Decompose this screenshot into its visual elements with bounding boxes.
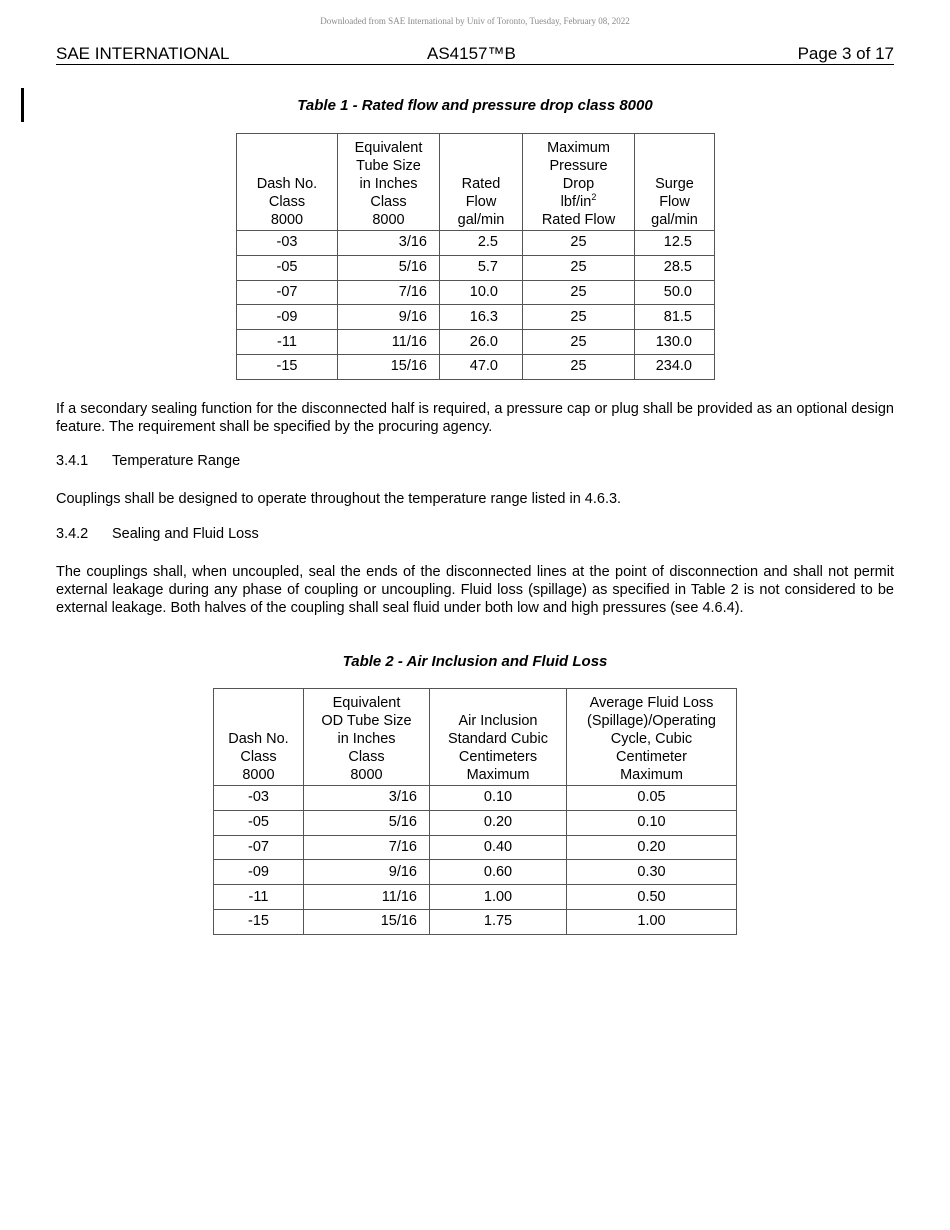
table-cell: 25: [523, 280, 635, 305]
header-line: Dash No.: [228, 731, 289, 747]
header-line: Cycle, Cubic: [610, 731, 693, 747]
header-line: 8000: [372, 212, 405, 228]
table-row: [214, 909, 737, 934]
header-line: Equivalent: [354, 140, 423, 156]
header-document-id: AS4157™B: [427, 44, 516, 63]
header-line: gal/min: [651, 212, 698, 228]
table1-header: [237, 134, 715, 231]
table-cell: 0.10: [567, 810, 737, 835]
header-line: Pressure: [549, 158, 608, 174]
header-line: Class: [348, 749, 385, 765]
table-cell: 0.50: [567, 885, 737, 910]
paragraph-sealing-fluid-loss: The couplings shall, when uncoupled, seal the ends of the disconnected lines at the point of disconnection and shall not permit external leakage during any phase of coupling or uncoupling. Fluid loss (spillage) as specified in Table 2 is not considered to be external leakage. Both halves of the coupling shall seal fluid under both low and high pressures (see 4.6.4).: [56, 564, 894, 616]
table-cell: 81.5: [635, 305, 715, 330]
header-line: Standard Cubic: [448, 731, 548, 747]
table1-header-cell: [338, 134, 440, 231]
table-row: [237, 280, 715, 305]
table-cell: 50.0: [635, 280, 715, 305]
header-line: Maximum: [466, 767, 530, 783]
table-cell: 15/16: [338, 354, 440, 379]
table-cell: -05: [214, 810, 304, 835]
table-cell: 2.5: [440, 231, 523, 256]
table-cell: 9/16: [338, 305, 440, 330]
section-number: 3.4.1: [56, 453, 89, 469]
table-cell: 15/16: [304, 909, 430, 934]
table-cell: 3/16: [338, 231, 440, 256]
table-cell: 9/16: [304, 860, 430, 885]
header-line: Flow: [659, 194, 690, 210]
unit-superscript: 2: [591, 192, 597, 203]
header-line: 8000: [350, 767, 383, 783]
section-number: 3.4.2: [56, 526, 89, 542]
section-heading-3-4-1: [56, 453, 240, 469]
table-cell: 10.0: [440, 280, 523, 305]
header-line: gal/min: [457, 212, 505, 228]
header-line: 8000: [242, 767, 275, 783]
table1-header-cell: [635, 134, 715, 231]
table-cell: -15: [237, 354, 338, 379]
header-line: Rated Flow: [541, 212, 616, 228]
table-cell: 0.10: [430, 786, 567, 811]
table-cell: 25: [523, 354, 635, 379]
table-cell: 16.3: [440, 305, 523, 330]
table1-header-cell: [523, 134, 635, 231]
table2-caption: Table 2 - Air Inclusion and Fluid Loss: [342, 653, 608, 670]
table-cell: 3/16: [304, 786, 430, 811]
table-cell: 11/16: [304, 885, 430, 910]
header-organization: SAE INTERNATIONAL: [56, 44, 230, 63]
table-row: [237, 231, 715, 256]
table-cell: 0.05: [567, 786, 737, 811]
table-row: [237, 255, 715, 280]
air-inclusion-table: [213, 688, 737, 935]
header-page-number: Page 3 of 17: [797, 44, 894, 63]
table-cell: -07: [214, 835, 304, 860]
header-line: in Inches: [359, 176, 418, 192]
header-line: in Inches: [337, 731, 396, 747]
header-line: OD Tube Size: [321, 713, 412, 729]
table-cell: -09: [214, 860, 304, 885]
table-cell: 1.75: [430, 909, 567, 934]
header-line: Class: [268, 194, 306, 210]
header-line: Average Fluid Loss: [589, 695, 714, 711]
table-cell: 234.0: [635, 354, 715, 379]
section-title: Temperature Range: [112, 453, 241, 469]
page-header: [56, 44, 894, 65]
section-title: Sealing and Fluid Loss: [112, 526, 259, 542]
header-line: Flow: [465, 194, 497, 210]
table-cell: 7/16: [304, 835, 430, 860]
header-line: Maximum: [620, 767, 683, 783]
header-line: Maximum: [547, 140, 610, 156]
table-cell: 1.00: [430, 885, 567, 910]
header-line: Centimeter: [616, 749, 687, 765]
download-watermark: Downloaded from SAE International by Univ of Toronto, Tuesday, February 08, 2022: [320, 16, 630, 26]
table-cell: 26.0: [440, 330, 523, 355]
table1-caption: Table 1 - Rated flow and pressure drop class 8000: [297, 97, 653, 114]
table-cell: -11: [237, 330, 338, 355]
table-cell: 25: [523, 330, 635, 355]
table2-header-cell: [430, 689, 567, 786]
header-line: Surge: [655, 176, 694, 192]
table-cell: 25: [523, 231, 635, 256]
paragraph-temperature: Couplings shall be designed to operate throughout the temperature range listed in 4.6.3.: [56, 491, 622, 507]
table-cell: 5/16: [304, 810, 430, 835]
table-cell: 25: [523, 305, 635, 330]
table-cell: 28.5: [635, 255, 715, 280]
table1-body: [237, 231, 715, 380]
table-cell: 47.0: [440, 354, 523, 379]
header-line: lbf/in: [560, 194, 592, 210]
table-row: [214, 860, 737, 885]
table-cell: 0.30: [567, 860, 737, 885]
table1-pressure-header-lines: [542, 140, 615, 228]
header-line: Centimeters: [458, 749, 538, 765]
table-cell: 0.40: [430, 835, 567, 860]
section-heading-3-4-2: [56, 526, 259, 542]
table-cell: 25: [523, 255, 635, 280]
table2-header-cell: [214, 689, 304, 786]
header-line: Class: [240, 749, 277, 765]
table-cell: -09: [237, 305, 338, 330]
table-cell: -15: [214, 909, 304, 934]
table-row: [214, 885, 737, 910]
table-cell: 11/16: [338, 330, 440, 355]
table-cell: -07: [237, 280, 338, 305]
table-cell: -03: [214, 786, 304, 811]
table-row: [214, 810, 737, 835]
table-row: [214, 786, 737, 811]
table2-header-cell: [567, 689, 737, 786]
table1-header-cell: [237, 134, 338, 231]
table-cell: 130.0: [635, 330, 715, 355]
header-line: Dash No.: [256, 176, 318, 192]
table2-header-cell: [304, 689, 430, 786]
header-line: Class: [370, 194, 407, 210]
table-cell: 0.60: [430, 860, 567, 885]
table-row: [237, 305, 715, 330]
table-row: [237, 330, 715, 355]
table-cell: 1.00: [567, 909, 737, 934]
header-line: Air Inclusion: [458, 713, 538, 729]
table-cell: 0.20: [430, 810, 567, 835]
table2-body: [214, 786, 737, 935]
header-line: Tube Size: [356, 158, 421, 174]
table1-header-cell: [440, 134, 523, 231]
table-cell: 7/16: [338, 280, 440, 305]
table-cell: 12.5: [635, 231, 715, 256]
rated-flow-table: [236, 133, 715, 380]
header-line: (Spillage)/Operating: [587, 713, 716, 729]
table-cell: 0.20: [567, 835, 737, 860]
header-line: 8000: [270, 212, 304, 228]
paragraph-secondary-sealing: If a secondary sealing function for the disconnected half is required, a pressure cap or plug shall be provided as an optional design feature. The requirement shall be specified by the procuring agency.: [56, 401, 894, 435]
table-row: [237, 354, 715, 379]
table-row: [214, 835, 737, 860]
table2-header: [214, 689, 737, 786]
table-cell: 5/16: [338, 255, 440, 280]
table-cell: -03: [237, 231, 338, 256]
table-cell: -11: [214, 885, 304, 910]
table-cell: -05: [237, 255, 338, 280]
table-cell: 5.7: [440, 255, 523, 280]
header-line: Rated: [461, 176, 501, 192]
header-line: Drop: [562, 176, 595, 192]
header-line: Equivalent: [332, 695, 401, 711]
